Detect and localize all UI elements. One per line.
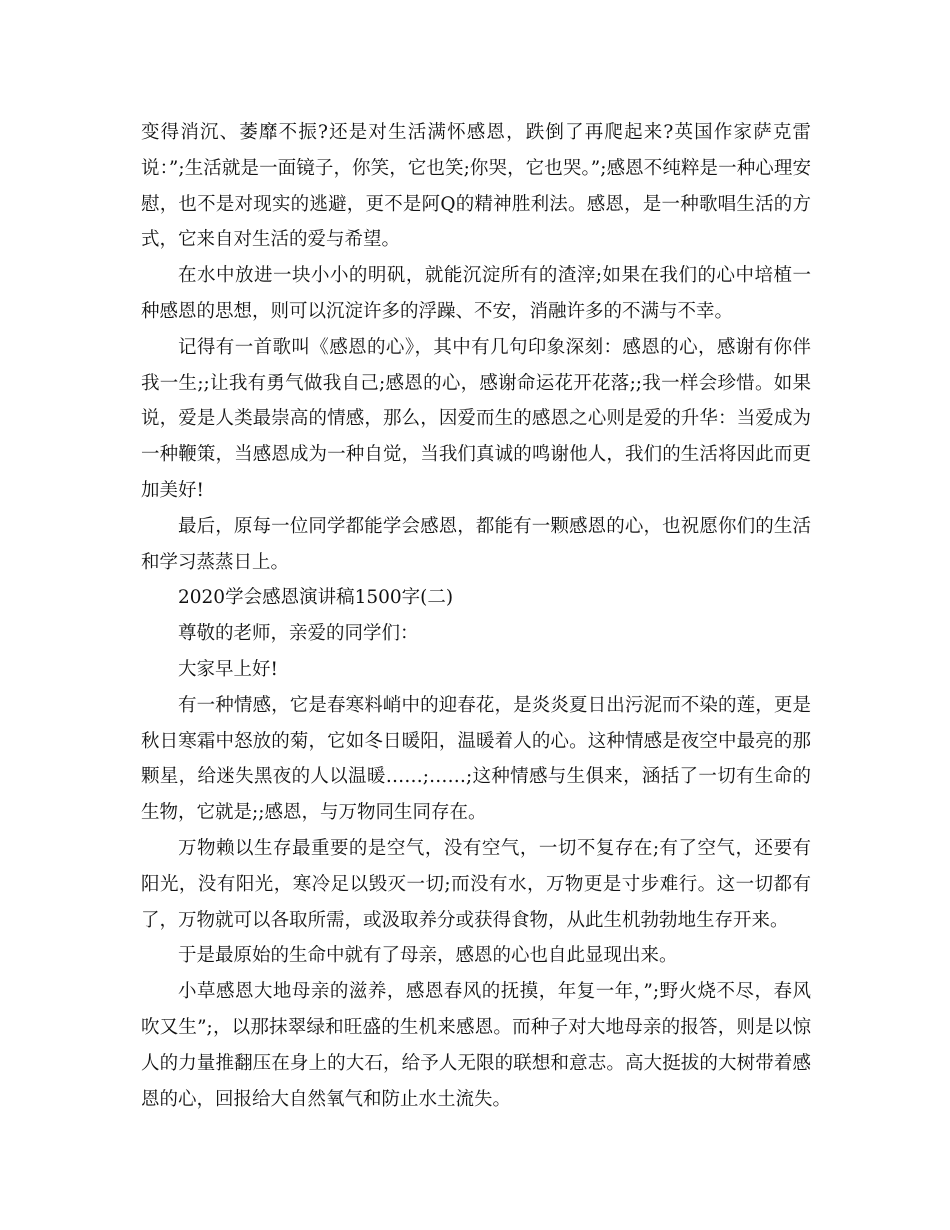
paragraph-9: 万物赖以生存最重要的是空气，没有空气，一切不复存在;有了空气，还要有阳光，没有阳光，寒冷足以毁灭一切;而没有水，万物更是寸步难行。这一切都有了，万物就可以各取所需，或汲取养分或获得食物，从此生机勃勃地生存开来。 xyxy=(141,837,811,931)
paragraph-1: 变得消沉、萎靡不振?还是对生活满怀感恩，跌倒了再爬起来?英国作家萨克雷说：”;生活就是一面镜子，你笑，它也笑;你哭，它也哭。”;感恩不纯粹是一种心理安慰，也不是对现实的逃避，更不是阿Q的精神胜利法。感恩，是一种歌唱生活的方式，它来自对生活的爱与希望。 xyxy=(141,122,811,251)
paragraph-10: 于是最原始的生命中就有了母亲，感恩的心也自此显现出来。 xyxy=(178,945,678,967)
paragraph-3: 记得有一首歌叫《感恩的心》，其中有几句印象深刻：感恩的心，感谢有你伴我一生;;让我有勇气做我自己;感恩的心，感谢命运花开花落;;我一样会珍惜。如果说，爱是人类最崇高的情感，那么，因爱而生的感恩之心则是爱的升华：当爱成为一种鞭策，当感恩成为一种自觉，当我们真诚的鸣谢他人，我们的生活将因此而更加美好! xyxy=(141,336,811,501)
salutation: 尊敬的老师，亲爱的同学们： xyxy=(178,623,419,645)
greeting: 大家早上好! xyxy=(178,658,278,680)
paragraph-8: 有一种情感，它是春寒料峭中的迎春花，是炎炎夏日出污泥而不染的莲，更是秋日寒霜中怒放的菊，它如冬日暖阳，温暖着人的心。这种情感是夜空中最亮的那颗星，给迷失黑夜的人以温暖……;……;这种情感与生俱来，涵括了一切有生命的生物，它就是;;感恩，与万物同生同存在。 xyxy=(141,694,811,824)
paragraph-2: 在水中放进一块小小的明矾，就能沉淀所有的渣滓;如果在我们的心中培植一种感恩的思想，则可以沉淀许多的浮躁、不安，消融许多的不满与不幸。 xyxy=(141,265,811,322)
section-heading: 2020学会感恩演讲稿1500字(二) xyxy=(178,587,454,609)
paragraph-4: 最后，原每一位同学都能学会感恩，都能有一颗感恩的心，也祝愿你们的生活和学习蒸蒸日上。 xyxy=(141,515,811,573)
document-body xyxy=(141,115,811,1117)
paragraph-11: 小草感恩大地母亲的滋养，感恩春风的抚摸，年复一年，”;野火烧不尽，春风吹又生”;，以那抹翠绿和旺盛的生机来感恩。而种子对大地母亲的报答，则是以惊人的力量推翻压在身上的大石，给予人无限的联想和意志。高大挺拔的大树带着感恩的心，回报给大自然氧气和防止水土流失。 xyxy=(141,981,811,1110)
